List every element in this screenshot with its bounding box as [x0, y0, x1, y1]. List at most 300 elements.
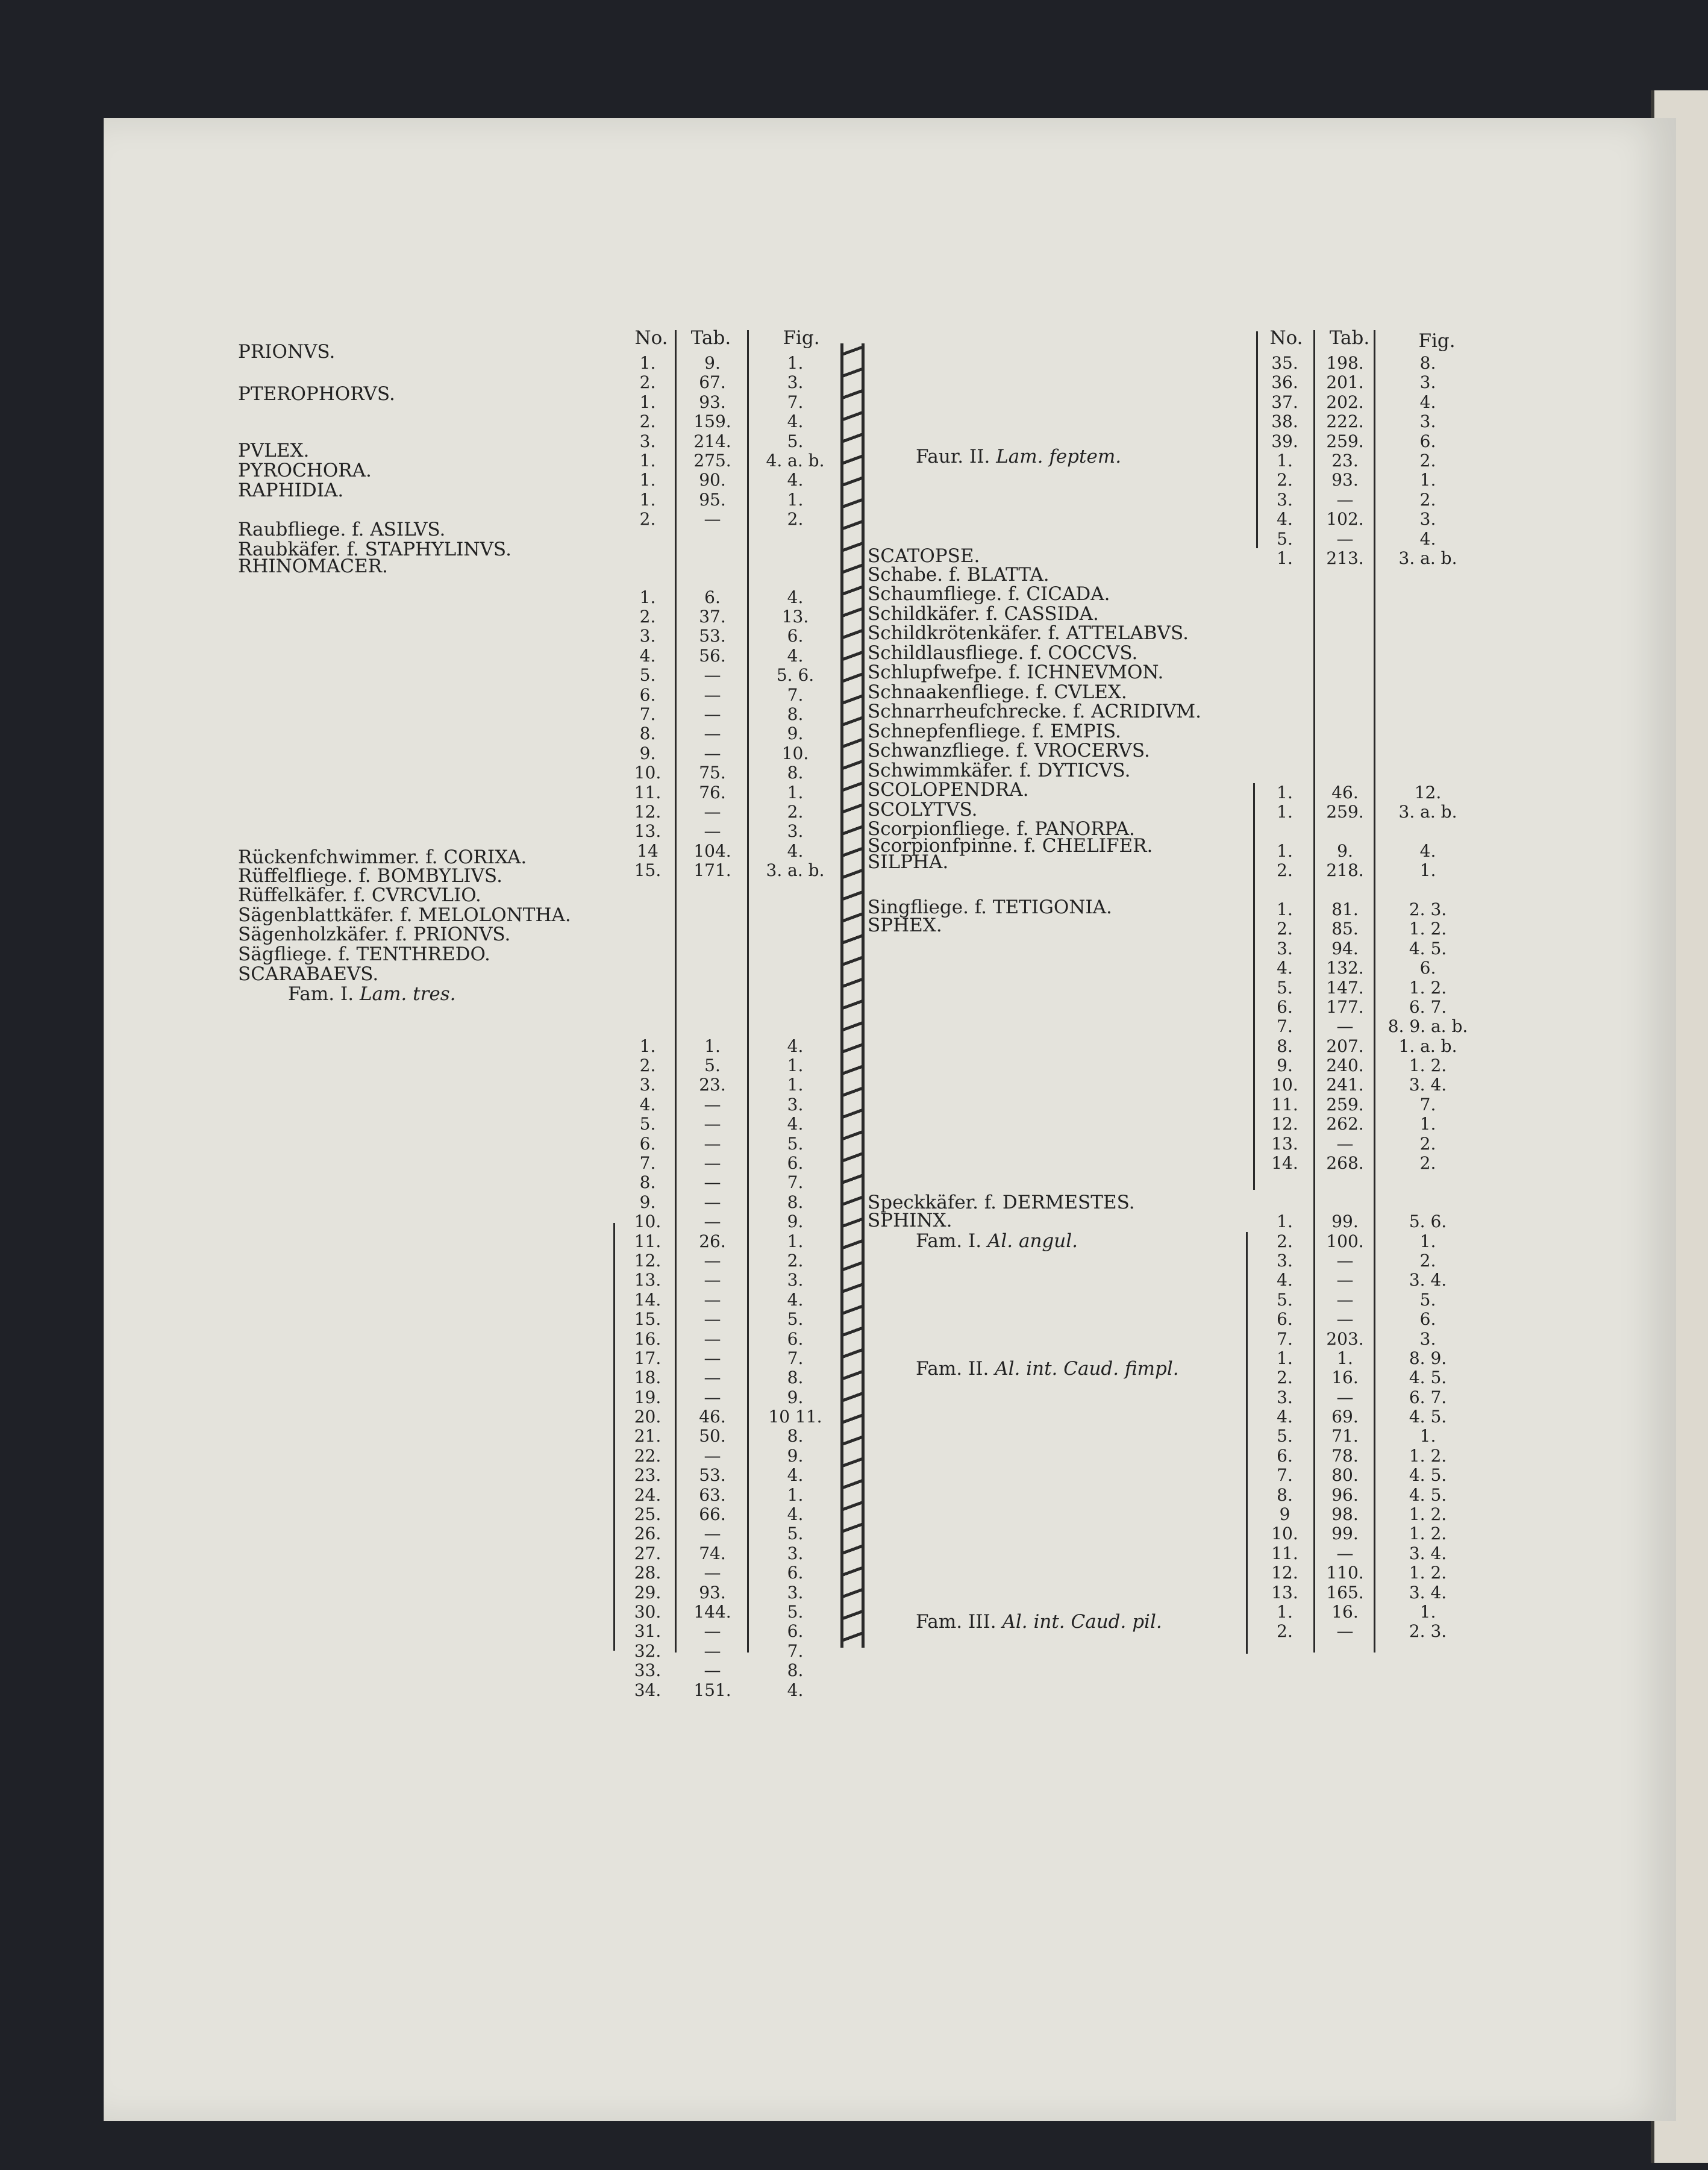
- left-rule-0: [613, 1223, 615, 1651]
- table-cell: 1. a. b.: [1398, 1036, 1457, 1056]
- table-cell: 2.: [639, 372, 656, 393]
- table-cell: [1256, 627, 1313, 646]
- table-cell: 6.: [787, 1563, 804, 1583]
- table-cell: 4.: [787, 1465, 804, 1486]
- table-cell: 2.: [639, 607, 656, 627]
- table-cell: 2.: [1419, 450, 1436, 471]
- table-cell: 7.: [1277, 1465, 1293, 1486]
- table-cell: 16.: [634, 1328, 662, 1349]
- table-cell: 6.: [1277, 996, 1293, 1017]
- table-cell: 218.: [1326, 860, 1364, 881]
- table-cell: 5.: [704, 1055, 721, 1076]
- table-cell: [1256, 822, 1313, 841]
- table-cell: [1316, 568, 1374, 587]
- table-cell: 4.: [787, 1289, 804, 1310]
- table-cell: —: [704, 1133, 721, 1154]
- table-cell: 30.: [634, 1602, 662, 1622]
- table-cell: 20.: [634, 1407, 662, 1427]
- table-cell: 3.: [1277, 938, 1293, 958]
- family-lamellae: Lam. feptem.: [996, 446, 1122, 467]
- table-cell: 18.: [634, 1368, 662, 1388]
- table-cell: 268.: [1326, 1153, 1364, 1174]
- table-cell: 5.: [787, 1309, 804, 1330]
- table-cell: 2. 3.: [1409, 899, 1447, 919]
- table-cell: 207.: [1326, 1036, 1364, 1056]
- table-cell: 12.: [634, 1250, 662, 1271]
- table-cell: 7.: [787, 684, 804, 705]
- table-cell: 177.: [1326, 996, 1364, 1017]
- table-cell: 56.: [699, 645, 726, 666]
- table-cell: 11.: [634, 1231, 662, 1251]
- table-cell: —: [704, 1094, 721, 1115]
- table-cell: 4. 5.: [1409, 1407, 1447, 1427]
- table-cell: 99.: [1331, 1212, 1359, 1232]
- left-label: Sägenblattkäfer. f. MELOLONTHA.: [238, 904, 571, 926]
- family-lamellae: Al. int. Caud. fimpl.: [995, 1358, 1179, 1380]
- table-cell: 165.: [1326, 1582, 1364, 1602]
- table-cell: 5.: [787, 1133, 804, 1154]
- table-cell: 17.: [634, 1348, 662, 1368]
- table-cell: 1.: [787, 1484, 804, 1505]
- table-cell: 3.: [787, 1094, 804, 1115]
- table-cell: —: [1336, 1543, 1354, 1563]
- table-cell: 10 11.: [768, 1407, 822, 1427]
- table-cell: 159.: [693, 411, 731, 432]
- table-cell: 104.: [693, 840, 731, 861]
- table-cell: [1316, 705, 1374, 724]
- family-label: Fam. I.: [288, 983, 360, 1005]
- left-header-fig: Fig.: [783, 327, 820, 349]
- table-cell: 132.: [1326, 958, 1364, 978]
- table-cell: 23.: [699, 1075, 726, 1095]
- table-cell: 222.: [1326, 411, 1364, 432]
- table-cell: [621, 978, 675, 998]
- table-cell: 2. 3.: [1409, 1621, 1447, 1642]
- table-cell: [1256, 763, 1313, 783]
- table-cell: 32.: [634, 1640, 662, 1661]
- table-cell: 1.: [1277, 450, 1293, 471]
- table-cell: 9.: [639, 1192, 656, 1212]
- table-cell: 4.: [1277, 1270, 1293, 1290]
- table-cell: 11.: [1271, 1543, 1298, 1563]
- table-cell: —: [704, 1445, 721, 1466]
- table-cell: 2.: [1277, 860, 1293, 881]
- table-cell: 6.: [1277, 1309, 1293, 1330]
- table-cell: 4.: [787, 1680, 804, 1700]
- table-cell: [1377, 1193, 1479, 1212]
- table-cell: 9.: [787, 1387, 804, 1407]
- table-cell: 1.: [787, 1231, 804, 1251]
- table-cell: [1377, 705, 1479, 724]
- table-cell: 14: [637, 840, 658, 861]
- table-cell: —: [1336, 1289, 1354, 1310]
- middle-family-heading: [916, 1358, 1179, 1380]
- right-rule-2: [1374, 330, 1375, 1653]
- table-cell: 8.: [787, 1660, 804, 1681]
- left-fig-column: [750, 354, 840, 1700]
- family-label: Fam. III.: [916, 1611, 1003, 1633]
- middle-label: Schabe. f. BLATTA.: [868, 564, 1050, 586]
- table-cell: —: [704, 1289, 721, 1310]
- table-cell: 81.: [1331, 899, 1359, 919]
- table-cell: 27.: [634, 1543, 662, 1563]
- table-cell: —: [704, 724, 721, 744]
- table-cell: 9.: [787, 1212, 804, 1232]
- table-cell: 7.: [1277, 1016, 1293, 1037]
- table-cell: 38.: [1271, 411, 1298, 432]
- table-cell: 4.: [787, 1036, 804, 1056]
- table-cell: —: [704, 509, 721, 530]
- left-family-heading: [288, 983, 456, 1005]
- table-cell: 9.: [704, 353, 721, 373]
- table-cell: 198.: [1326, 353, 1364, 373]
- table-cell: 99.: [1331, 1524, 1359, 1544]
- table-cell: 4.: [1419, 392, 1436, 412]
- table-cell: [1316, 607, 1374, 627]
- middle-label: SILPHA.: [868, 851, 949, 873]
- table-cell: 6.: [704, 587, 721, 607]
- table-cell: [678, 549, 747, 568]
- table-cell: 3.: [639, 431, 656, 451]
- left-label: Sägenholzkäfer. f. PRIONVS.: [238, 924, 511, 945]
- left-header-tab: Tab.: [690, 327, 731, 349]
- table-cell: —: [704, 1270, 721, 1290]
- table-cell: 13.: [634, 821, 662, 842]
- table-cell: [750, 998, 840, 1017]
- table-cell: [1377, 607, 1479, 627]
- table-cell: 8.: [787, 704, 804, 725]
- right-tab-column: [1316, 354, 1374, 1642]
- table-cell: 46.: [1331, 782, 1359, 802]
- table-cell: 2.: [1419, 1153, 1436, 1174]
- table-cell: 171.: [693, 860, 731, 881]
- table-cell: 240.: [1326, 1055, 1364, 1076]
- table-cell: 1.: [1419, 1602, 1436, 1622]
- table-cell: 21.: [634, 1426, 662, 1446]
- table-cell: 4.: [1419, 528, 1436, 549]
- table-cell: 9: [1279, 1504, 1290, 1525]
- table-cell: 3.: [1277, 1387, 1293, 1407]
- table-cell: 1. 2.: [1409, 1524, 1447, 1544]
- table-cell: [1377, 1173, 1479, 1192]
- table-cell: 3.: [639, 626, 656, 646]
- table-cell: 5.: [1277, 1426, 1293, 1446]
- table-cell: 9.: [1337, 840, 1353, 861]
- table-cell: 69.: [1331, 1407, 1359, 1427]
- table-cell: [1316, 881, 1374, 900]
- table-cell: 1. 2.: [1409, 1445, 1447, 1466]
- table-cell: 2.: [1277, 1231, 1293, 1251]
- table-cell: 16.: [1331, 1602, 1359, 1622]
- middle-label: SPHINX.: [868, 1210, 953, 1231]
- table-cell: 4.: [787, 1504, 804, 1525]
- table-cell: [750, 939, 840, 958]
- table-cell: —: [704, 1524, 721, 1544]
- family-label: Faur. II.: [916, 446, 996, 467]
- table-cell: 8.: [639, 724, 656, 744]
- left-label: Raubkäfer. f. STAPHYLINVS.: [238, 539, 511, 560]
- middle-label: SPHEX.: [868, 915, 942, 936]
- table-cell: 213.: [1326, 548, 1364, 568]
- table-cell: 5.: [1277, 528, 1293, 549]
- table-cell: 33.: [634, 1660, 662, 1681]
- table-cell: —: [1336, 1309, 1354, 1330]
- table-cell: 25.: [634, 1504, 662, 1525]
- table-cell: [1377, 666, 1479, 685]
- family-lamellae: Lam. tres.: [359, 983, 456, 1005]
- table-cell: 3. 4.: [1409, 1075, 1447, 1095]
- table-cell: [621, 919, 675, 939]
- right-header-no: No.: [1269, 327, 1303, 349]
- left-label: Rüffelkäfer. f. CVRCVLIO.: [238, 884, 481, 906]
- table-cell: [1377, 822, 1479, 841]
- table-cell: 8. 9. a. b.: [1387, 1016, 1468, 1037]
- left-label: RHINOMACER.: [238, 555, 388, 577]
- table-cell: —: [704, 1621, 721, 1642]
- table-cell: 3. a. b.: [766, 860, 825, 881]
- table-cell: 5.: [787, 1524, 804, 1544]
- table-cell: 5.: [1277, 1289, 1293, 1310]
- table-cell: 96.: [1331, 1484, 1359, 1505]
- table-cell: 13.: [634, 1270, 662, 1290]
- right-rule-0b: [1253, 783, 1255, 1190]
- table-cell: 2.: [1277, 1368, 1293, 1388]
- table-cell: 1.: [1419, 1231, 1436, 1251]
- table-cell: —: [704, 1660, 721, 1681]
- left-label: Raubfliege. f. ASILVS.: [238, 519, 446, 540]
- table-cell: [1256, 666, 1313, 685]
- left-label: PRIONVS.: [238, 341, 336, 363]
- table-cell: [750, 958, 840, 978]
- table-cell: —: [1336, 1387, 1354, 1407]
- table-cell: 1.: [1277, 899, 1293, 919]
- table-cell: 6.: [787, 1328, 804, 1349]
- table-cell: 201.: [1326, 372, 1364, 393]
- table-cell: 1.: [787, 489, 804, 510]
- table-cell: 1. 2.: [1409, 919, 1447, 939]
- table-cell: 9.: [787, 1445, 804, 1466]
- table-cell: 102.: [1326, 509, 1364, 530]
- middle-label: Schnarrheufchrecke. f. ACRIDIVM.: [868, 701, 1201, 722]
- middle-label: Schaumfliege. f. CICADA.: [868, 583, 1110, 605]
- table-cell: 259.: [1326, 431, 1364, 451]
- table-cell: [1377, 588, 1479, 607]
- table-cell: 3.: [787, 821, 804, 842]
- table-cell: 5.: [639, 1114, 656, 1134]
- table-cell: 66.: [699, 1504, 726, 1525]
- table-cell: —: [704, 821, 721, 842]
- table-cell: —: [704, 1192, 721, 1212]
- table-cell: [1377, 627, 1479, 646]
- table-cell: 93.: [699, 392, 726, 412]
- table-cell: [1316, 1173, 1374, 1192]
- table-cell: 214.: [693, 431, 731, 451]
- table-cell: 1. 2.: [1409, 977, 1447, 998]
- table-cell: [678, 881, 747, 900]
- table-cell: 3.: [1277, 489, 1293, 510]
- table-cell: 6. 7.: [1409, 996, 1447, 1017]
- table-cell: —: [704, 704, 721, 725]
- table-cell: [1256, 744, 1313, 763]
- table-cell: [621, 881, 675, 900]
- table-cell: —: [704, 665, 721, 686]
- right-rule-1: [1313, 330, 1315, 1653]
- family-lamellae: Al. angul.: [987, 1230, 1078, 1252]
- table-cell: 53.: [699, 626, 726, 646]
- table-cell: [1377, 724, 1479, 743]
- table-cell: [1256, 588, 1313, 607]
- middle-label: Schwimmkäfer. f. DYTICVS.: [868, 760, 1131, 781]
- table-cell: 16.: [1331, 1368, 1359, 1388]
- left-label: RAPHIDIA.: [238, 480, 344, 501]
- left-label: Sägfliege. f. TENTHREDO.: [238, 943, 490, 965]
- table-cell: 4.: [787, 470, 804, 490]
- table-cell: [1377, 686, 1479, 705]
- table-cell: —: [704, 1172, 721, 1193]
- middle-label: Schildkrötenkäfer. f. ATTELABVS.: [868, 622, 1189, 644]
- table-cell: 2.: [1419, 1133, 1436, 1154]
- table-cell: [1256, 686, 1313, 705]
- table-cell: 23.: [634, 1465, 662, 1486]
- table-cell: 2.: [1419, 489, 1436, 510]
- table-cell: 90.: [699, 470, 726, 490]
- table-cell: —: [704, 1387, 721, 1407]
- table-cell: 1. 2.: [1409, 1055, 1447, 1076]
- table-cell: 7.: [1419, 1094, 1436, 1115]
- right-rule-0c: [1246, 1232, 1248, 1654]
- table-cell: —: [1336, 489, 1354, 510]
- table-cell: 2.: [787, 509, 804, 530]
- table-cell: 1.: [704, 1036, 721, 1056]
- table-cell: 95.: [699, 489, 726, 510]
- table-cell: 2.: [639, 1055, 656, 1076]
- table-cell: [1256, 724, 1313, 743]
- table-cell: 3.: [1419, 509, 1436, 530]
- table-cell: 4.: [787, 411, 804, 432]
- table-cell: 202.: [1326, 392, 1364, 412]
- table-cell: 4. 5.: [1409, 1484, 1447, 1505]
- table-cell: 53.: [699, 1465, 726, 1486]
- table-cell: 1.: [1277, 1348, 1293, 1368]
- table-cell: 4.: [1419, 840, 1436, 861]
- middle-label: Schildkäfer. f. CASSIDA.: [868, 603, 1099, 625]
- table-cell: —: [1336, 1133, 1354, 1154]
- table-cell: 8.: [1419, 353, 1436, 373]
- table-cell: 100.: [1326, 1231, 1364, 1251]
- table-cell: —: [704, 801, 721, 822]
- table-cell: [621, 939, 675, 958]
- table-cell: 4.: [787, 645, 804, 666]
- table-cell: [678, 900, 747, 919]
- table-cell: 1.: [1277, 801, 1293, 822]
- table-cell: 3.: [1419, 1328, 1436, 1349]
- table-cell: 9.: [787, 724, 804, 744]
- table-cell: [750, 549, 840, 568]
- table-cell: [1316, 822, 1374, 841]
- table-cell: 1.: [639, 587, 656, 607]
- table-cell: 5.: [1277, 977, 1293, 998]
- table-cell: 2.: [787, 1250, 804, 1271]
- table-cell: —: [704, 1563, 721, 1583]
- table-cell: [678, 530, 747, 549]
- table-cell: 1. 2.: [1409, 1563, 1447, 1583]
- table-cell: 5.: [787, 1602, 804, 1622]
- table-cell: 31.: [634, 1621, 662, 1642]
- table-cell: 3.: [1419, 372, 1436, 393]
- table-cell: 14.: [634, 1289, 662, 1310]
- table-cell: 7.: [639, 1153, 656, 1174]
- table-cell: 3. 4.: [1409, 1543, 1447, 1563]
- table-cell: [621, 900, 675, 919]
- table-cell: 5. 6.: [776, 665, 815, 686]
- table-cell: 6.: [787, 1153, 804, 1174]
- table-cell: 6.: [787, 1621, 804, 1642]
- table-cell: 151.: [693, 1680, 731, 1700]
- left-tab-column: [678, 354, 747, 1700]
- table-cell: 1.: [639, 353, 656, 373]
- table-cell: [1316, 686, 1374, 705]
- table-cell: 4.: [1277, 958, 1293, 978]
- table-cell: 3. a. b.: [1398, 548, 1457, 568]
- table-cell: 23.: [1331, 450, 1359, 471]
- table-cell: 3.: [639, 1075, 656, 1095]
- table-cell: 1.: [787, 1055, 804, 1076]
- table-cell: —: [704, 1250, 721, 1271]
- table-cell: [1377, 646, 1479, 666]
- left-header-no: No.: [634, 327, 668, 349]
- table-cell: 10.: [1271, 1075, 1298, 1095]
- table-cell: [678, 958, 747, 978]
- table-cell: [1377, 744, 1479, 763]
- table-cell: 1.: [639, 1036, 656, 1056]
- table-cell: [678, 919, 747, 939]
- table-cell: [621, 958, 675, 978]
- table-cell: 2.: [639, 411, 656, 432]
- table-cell: [1256, 1193, 1313, 1212]
- table-cell: —: [1336, 1621, 1354, 1642]
- table-cell: 3. 4.: [1409, 1582, 1447, 1602]
- right-fig-column: [1377, 354, 1479, 1642]
- family-lamellae: Al. int. Caud. pil.: [1002, 1611, 1162, 1633]
- family-label: Fam. II.: [916, 1358, 995, 1380]
- middle-family-heading: [916, 446, 1121, 467]
- table-cell: 2.: [1277, 470, 1293, 490]
- table-cell: 9.: [1277, 1055, 1293, 1076]
- table-cell: 3. 4.: [1409, 1270, 1447, 1290]
- table-cell: 8.: [787, 1426, 804, 1446]
- table-cell: [678, 998, 747, 1017]
- table-cell: [1316, 724, 1374, 743]
- table-cell: 4. 5.: [1409, 1368, 1447, 1388]
- table-cell: [750, 568, 840, 587]
- table-cell: —: [704, 743, 721, 763]
- table-cell: 71.: [1331, 1426, 1359, 1446]
- table-cell: 3.: [787, 1543, 804, 1563]
- table-cell: —: [704, 1368, 721, 1388]
- left-rule-1: [675, 330, 677, 1653]
- table-cell: 94.: [1331, 938, 1359, 958]
- table-cell: [621, 998, 675, 1017]
- middle-family-heading: [916, 1611, 1162, 1633]
- table-cell: 3.: [787, 372, 804, 393]
- table-cell: 1.: [1419, 860, 1436, 881]
- table-cell: 203.: [1326, 1328, 1364, 1349]
- table-cell: [1316, 588, 1374, 607]
- table-cell: [621, 549, 675, 568]
- table-cell: 8.: [1277, 1484, 1293, 1505]
- table-cell: [678, 978, 747, 998]
- table-cell: 34.: [634, 1680, 662, 1700]
